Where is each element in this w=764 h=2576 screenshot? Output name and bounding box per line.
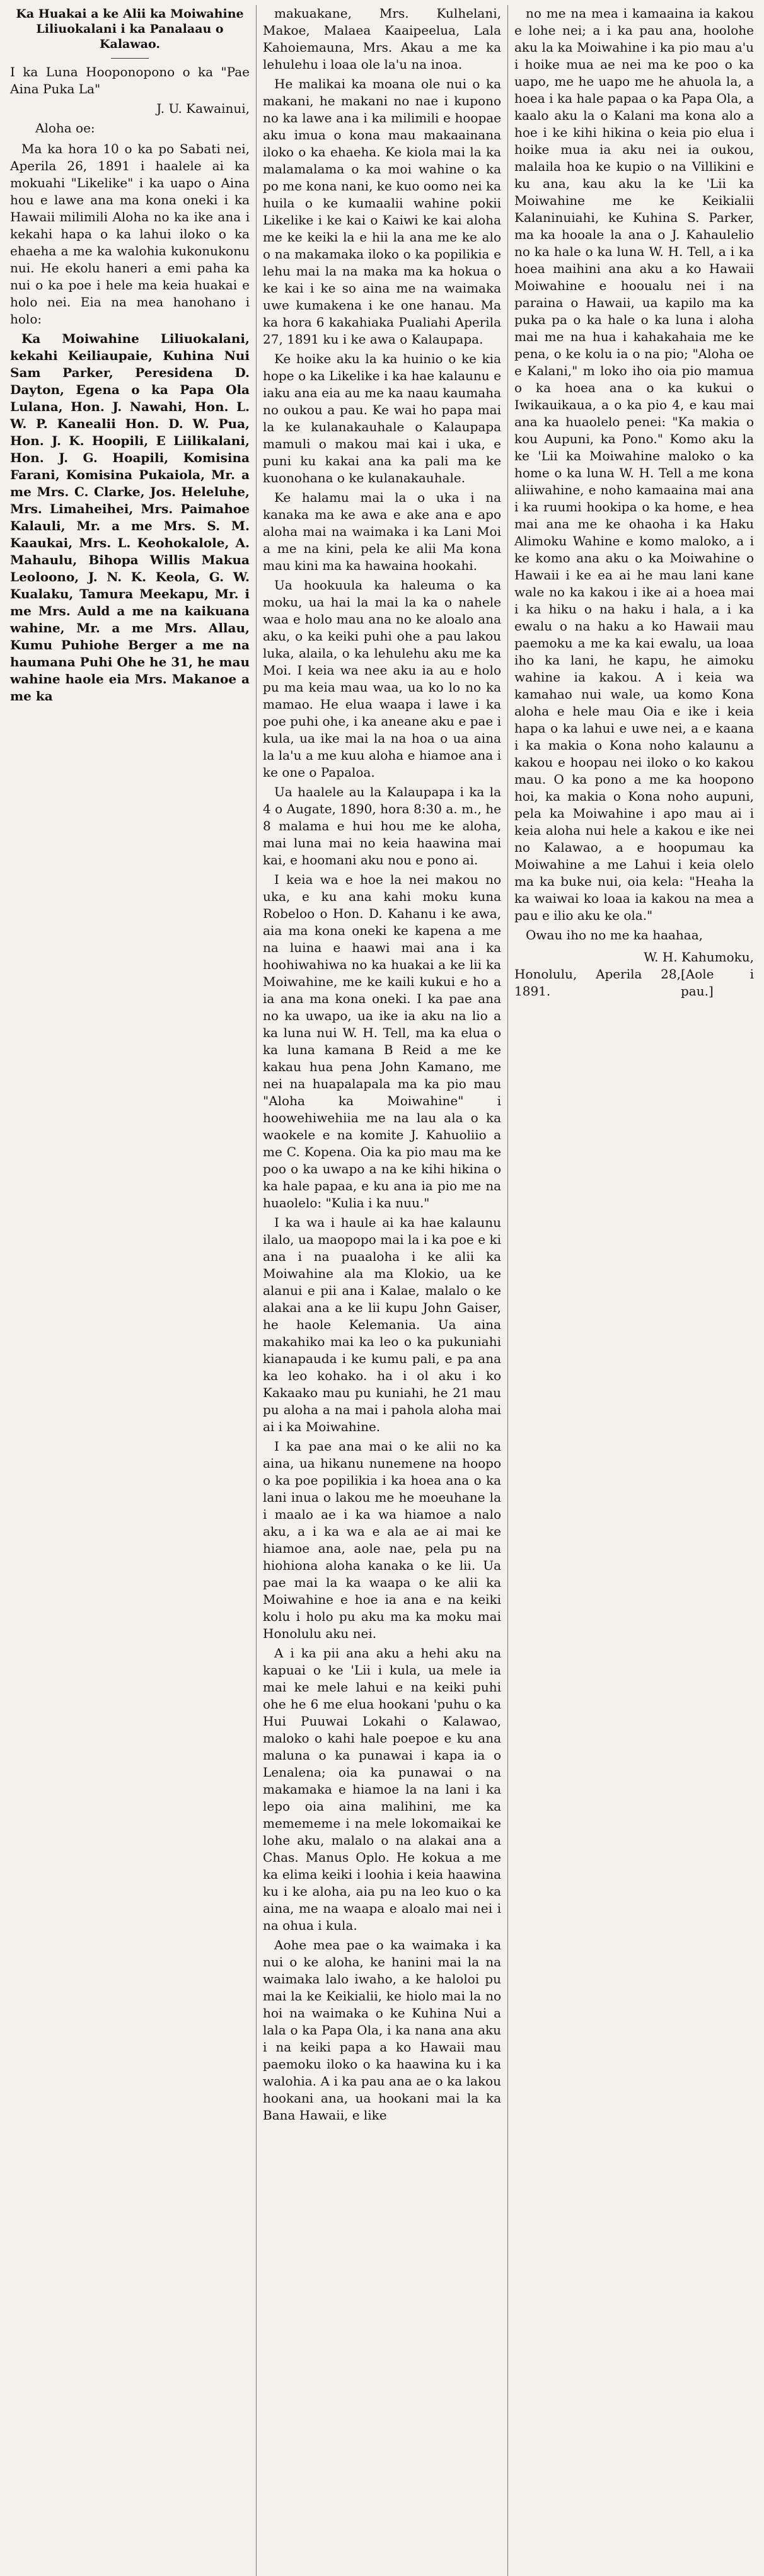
to-be-continued: [Aole i pau.] (680, 966, 754, 999)
paragraph-attendees: Ka Moiwahine Liliuokalani, kekahi Keiliaupaie, Kuhina Nui Sam Parker, Peresidena D. Dayton, Egena o ka Papa Ola Lulana, Hon. J. Nawahi, Hon. L. W. P. Kanealii Hon. D. W. Pua, Hon. J. K. Hoopili, E Liilikalani, Hon. J. G. Hoapili, Komisina Farani, Komisina Pukaiola, Mr. a me Mrs. C. Clarke, Jos. Heleluhe, Mrs. Limaheihei, Mrs. Paimahoe Kalauli, Mr. a me Mrs. S. M. Kaaukai, Mrs. L. Keohokalole, A. Mahaulu, Bihopa Willis Makua Leoloono, J. N. K. Keola, G. W. Kualaku, Tamura Meekapu, Mr. i me Mrs. Auld a me na kaikuana wahine, Mr. a me Mrs. Allau, Kumu Puhiohe Berger a me na haumana Puhi Ohe he 31, he mau wahine haole eia Mrs. Makanoe a me ka (10, 331, 250, 704)
place-date: Honolulu, Aperila 28, 1891. (514, 966, 681, 999)
article-title (10, 6, 250, 52)
paragraph: Aohe mea pae o ka waimaka i ka nui o ke aloha, ke hanini mai la na waimaka lalo iwaho, a ke haloloi pu mai la ke Keikialii, ke hiolo mai la no hoi na waimaka o ke Kuhina Nui a lala o ka Papa Ola, i ka nana ana aku i na keiki papa a ko Hawaii mau paemoku iloko o ka haawina ku i ka walohia. A i ka pau ana ae o ka lakou hookani ana, ua hookani mai la ka Bana Hawaii, e like (263, 1937, 501, 2123)
paragraph: no me na mea i kamaaina ia kakou e lohe nei; a i ka pau ana, hoolohe aku la ka Moiwahine i ka pio mau a'u i hoike mua ae nei ma ke poo o ka uapo, me he uapo me he ahuola la, a hoea i ka hale papaa o ka Papa Ola, a kaalo aku la o Kalani ma kona alo a hoe i ke kihi hikina o keia pio elua i hoike mua ia aku nei ia oukou, malaila hoa ke kupio o na Villikini e ku ana, kau aku la ke 'Lii ka Moiwahine me ke Keikialii Kalaninuiahi, ke Kuhina S. Parker, ma ka hooale la ana o J. Kahaulelio no ka hale o ka luna W. H. Tell, a i ka hoea maihini ana aku a ko Hawaii Moiwahine e hooualu nei i na paraina o Hawaii, ua kapilo ma ka puka pa o ka hale o ka luna i aloha mai me na hua i kahakahaia me ke pena, o ke kolu ia o na pio; "Aloha oe e Kalani," m loko iho oia pio mamua o ka hoea ana o ka kukui o Iwikauikaua, a o ka pio 4, e kau mai ana ka huaolelo penei: "Ka makia o kou Aupuni, ka Pono." Komo aku la ke 'Lii ka Moiwahine maloko o ka home o ka luna W. H. Tell a me kona aliiwahine, e noho kamaaina mai ana i ka ruumi hookipa o ka home, e hea mai ana me ke ohaoha i ka Haku Alimoku Wahine e komo maloko, a i ke komo ana aku o ka Moiwahine o Hawaii i ke ea ai he mau lani kane wale no ka kakou i ike ai a hoea mai i ka hiku o na haku i hala, a i ka ewalu o na haku a ko Hawaii mau paemoku a me ka kai ewalu, ua loaa iho ka lani, he kapu, he aimoku wahine ia kakou. A i keia wa kamahao nui wale, ua komo Kona aloha e hele mau Oia e ike i keia hapa o ka lahui e uwe nei, a e kaana i ka makia o Kona noho kalaunu a kakou e hoopau nei iloko o ko kakou mau. O ka pono a me ka hoopono hoi, ka makia o Kona noho aupuni, pela ka Moiwahine i apo mau ai i keia aloha nui hele a kakou e ike nei no Kalawao, a e hoopumau ka Moiwahine a me Lahui i keia olelo ma ka buke nui, oia kela: "Heaha la ka waiwai ko loaa ia kakou na mea a pau e ilio aku ke ola." (514, 6, 754, 923)
addressee: I ka Luna Hooponopono o ka "Pae Aina Puka La" (10, 64, 250, 96)
column-2 (256, 5, 508, 2576)
paragraph: Ma ka hora 10 o ka po Sabati nei, Aperila 26, 1891 i haalele ai ka mokuahi "Likelike" i ka uapo o Aina hou e lawe ana ma kona oneki i ka Hawaii milimili Aloha no ka ike ana i kekahi hapa o ka lahui iloko o ka ehaeha a me ka walohia kukonukonu nui. He ekolu haneri a emi paha ka nui o ka poe i hele ma keia huakai e holo nei. Eia na mea hanohano i holo: (10, 141, 250, 327)
column-3 (508, 5, 760, 2576)
paragraph: I ka wa i haule ai ka hae kalaunu ilalo, ua maopopo mai la i ka poe e ki ana i na puaaloha i ke alii ka Moiwahine ala ma Klokio, ua ke alanui e pii ana i Kalae, malalo o ke alakai ana a ke lii kupu John Gaiser, he haole Kelemania. Ua aina makahiko mai ka leo o ka pukuniahi kianapauda i ke kumu pali, e pa ana ka leo kohako. ha i ol aku i ko Kakaako mau pu kuniahi, he 21 mau pu aloha a na mai i pahola aloha mai ai i ka Moiwahine. (263, 1215, 501, 1434)
article-title-line-3: Kalawao. (100, 37, 160, 51)
title-divider (111, 58, 149, 59)
paragraph: Ua haalele au la Kalaupapa i ka la 4 o Augate, 1890, hora 8:30 a. m., he 8 malama e hui hou me ke aloha, mai luna mai no keia haawina mai kai, e hoomani aku nou e pono ai. (263, 784, 501, 867)
addressee-name: J. U. Kawainui, (156, 101, 250, 116)
column-1 (4, 5, 256, 2576)
paragraph: I keia wa e hoe la nei makou no uka, e ku ana kahi moku kuna Robeloo o Hon. D. Kahanu i ke awa, aia ma kona oneki ke kapena a me na luina e haawi mai ana i ka hoohiwahiwa no ka huakai a ke lii ka Moiwahine, me ke kaili kukui e ho a ia ana ma kona oneki. I ka pae ana no ka uwapo, ua ike ia aku na lio a ka luna nui W. H. Tell, ma ka elua o ka luna kamana B Reid a me ke kakau hua pena John Kamano, me nei na huapalapala ma ka pio mau "Aloha ka Moiwahine" i hoowehiwehiia me na lau ala o ka waokele e na komite J. Kahuoliio a me C. Kopena. Oia ka pio mau ma ke poo o ka uwapo a na ke kihi hikina o ka hale papaa, e ku ana ia pio me na huaolelo: "Kulia i ka nuu." (263, 872, 501, 1210)
paragraph: Ua hookuula ka haleuma o ka moku, ua hai la mai la ka o nahele waa e holo mau ana no ke aloalo ana aku, o ka keiki puhi ohe a pau lakou luka, alaila, o ka lehulehu aku me ka Moi. I keia wa nee aku ia au e holo pu ma keia mau waa, ua ko lo no ka mamao. He elua waapa i lawe i ka poe puhi ohe, i ka aneane aku e pae i kula, ua ike mai la na hoa o ua aina la la'u a me kuu aloha e hiamoe ana i ke one o Papaloa. (263, 577, 501, 780)
paragraph: He malikai ka moana ole nui o ka makani, he makani no nae i kupono no ka lawe ana i ka milimili e hoopae aku imua o kona mau makaainana iloko o ka ehaeha. Ke kiola mai la ka malamalama o ka moi wahine o ka po me kona nani, ke kuo oomo nei ka huila o ke kumaalii wahine pokii Likelike i ke kai o Kaiwi ke kai aloha me ke keiki la e hii la ana me ke alo o na makamaka iloko o ka popilikia e lehu mai la na maka ma ka hokua o ke kai i ke so aina me na waimaka uwe kumakena i ke one hanau. Ma ka hora 6 kakahiaka Pualiahi Aperila 27, 1891 ku i ke awa o Kalaupapa. (263, 76, 501, 347)
place-date-line (514, 966, 754, 1000)
paragraph: A i ka pii ana aku a hehi aku na kapuai o ke 'Lii i kula, ua mele ia mai ke mele lahui e na keiki puhi ohe he 6 me elua hookani 'puhu o ka Hui Puuwai Lokahi o Kalawao, maloko o kahi hale poepoe e ku ana maluna o ka punawai i kapa ia o Lenalena; oia ka punawai o na makamaka e hiamoe la na lani i ka lepo oia aina malihini, me ka memememe i na mele lokomaikai ke lohe aku, malalo o na alakai ana a Chas. Manus Oplo. He kokua a me ka elima keiki i loohia i keia haawina ku i ke aloha, aia pu na leo kuo o ka aina, me na waapa e aloalo mai nei i na ohua i kula. (263, 1645, 501, 1933)
paragraph: Ke hoike aku la ka huinio o ke kia hope o ka Likelike i ka hae kalaunu e iaku ana eia au me ka naau kaumaha no oukou a pau. Ke wai ho papa mai la ke kulanakauhale o Kalaupapa mamuli o makou mai kai i uka, e puni ku kakai ana ka pali ma ke kuonohana o ke kulanakauhale. (263, 351, 501, 485)
paragraph: Ke halamu mai la o uka i na kanaka ma ke awa e ake ana e apo aloha mai na waimaka i ka Lani Moi a me na kini, pela ke alii Ma kona mau kini ma ka hawaina hookahi. (263, 490, 501, 573)
signature-name: W. H. Kahumoku, (644, 949, 754, 965)
paragraph: makuakane, Mrs. Kulhelani, Makoe, Malaea Kaaipeelua, Lala Kahoiemauna, Mrs. Akau a me ka lehulehu i loaa ole la'u na inoa. (263, 6, 501, 72)
paragraph: I ka pae ana mai o ke alii no ka aina, ua hikanu nunemene na hoopo o ka poe popilikia i ka hoea ana o ka lani inua o lakou me he moeuhane la i maalo ae i ka wa hiamoe a nalo aku, a i ka wa e ala ae ai mai ke hiamoe ana, aole nae, pela pu na hiohiona aloha kanaka o ke lii. Ua pae mai la ka waapa o ke alii ka Moiwahine e hoe ia ana e na keiki kolu i holo pu aku ma ka moku mai Honolulu aku nei. (263, 1439, 501, 1641)
article-title-line-1: Ka Huakai a ke Alii ka Moiwahine (16, 7, 244, 21)
article-title-line-2: Liliuokalani i ka Panalaau o (36, 22, 224, 36)
salutation: Aloha oe: (35, 120, 95, 136)
closing: Owau iho no me ka haahaa, (526, 927, 703, 943)
